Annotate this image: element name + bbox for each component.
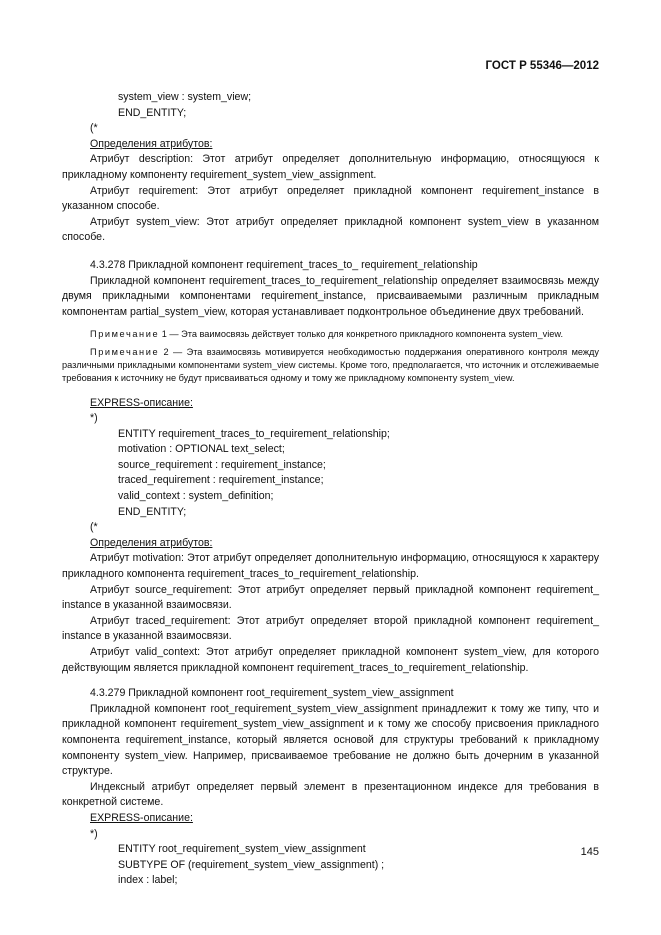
section-heading: 4.3.279 Прикладной компонент root_requirement_system_view_assignment [90,687,454,700]
attribute-paragraph: Атрибут motivation: Этот атрибут определяет дополнительную информацию, относящуюся к характеру прикладного компонента requirement_traces_to_requirement_relationship. [62,552,599,581]
express-open: *) [90,827,98,840]
attribute-paragraph: Атрибут system_view: Этот атрибут определяет прикладной компонент system_view в указанном способе. [62,215,599,244]
code-line: END_ENTITY; [118,106,187,119]
section-paragraph: Прикладной компонент root_requirement_system_view_assignment принадлежит к тому же типу, что и прикладной компонент requirement_system_view_assignment и к тому же способу присвоения прикладного компонента requirement_instance, который является основой для структуры требований к прикладному компоненту system_view. Например, присваиваемое требование не должно быть дочерним в указанной структуре. [62,702,599,778]
comment-open: (* [90,122,98,135]
code-line: index : label; [118,874,178,887]
code-line: motivation : OPTIONAL text_select; [118,443,285,456]
definitions-heading: Определения атрибутов: [90,536,213,549]
express-open: *) [90,412,98,425]
page-body [62,90,599,889]
code-line: valid_context : system_definition; [118,490,274,503]
note-text: 2 — Эта взаимосвязь мотивируется необходимостью поддержания оперативного контроля между различными прикладными компонентами system_view системы. Кроме того, предполагается, что источник и отслеживаемые требования к источнику не будут присваиваться одному и тому же прикладному компоненту system_view. [62,347,599,383]
code-line: ENTITY requirement_traces_to_requirement_relationship; [118,427,390,440]
attribute-paragraph: Атрибут requirement: Этот атрибут определяет прикладной компонент requirement_instance в указанном способе. [62,184,599,213]
code-line: system_view : system_view; [118,91,252,103]
code-line: SUBTYPE OF (requirement_system_view_assignment) ; [118,858,385,871]
standard-number: ГОСТ Р 55346—2012 [485,60,599,72]
attribute-paragraph: Атрибут source_requirement: Этот атрибут определяет первый прикладной компонент requirement_ instance в указанной взаимосвязи. [62,583,599,612]
note-label: Примечание [90,329,160,340]
note-1 [62,328,599,341]
code-line: source_requirement : requirement_instance; [118,458,326,471]
section-heading: 4.3.278 Прикладной компонент requirement_traces_to_ requirement_relationship [90,258,478,271]
note-2 [62,346,599,384]
section-intro: Прикладной компонент requirement_traces_to_requirement_relationship определяет взаимосвязь между двумя прикладными компонентами requirement_instance, присваиваемыми различным прикладным компонентам partial_system_view, которая устанавливает подконтрольное объединение двух требований. [62,274,599,318]
code-line: ENTITY root_requirement_system_view_assignment [118,843,366,856]
code-line: traced_requirement : requirement_instance; [118,474,324,487]
code-line: END_ENTITY; [118,505,187,518]
comment-open: (* [90,521,98,534]
definitions-heading: Определения атрибутов: [90,137,213,150]
attribute-paragraph: Атрибут description: Этот атрибут определяет дополнительную информацию, относящуюся к прикладному компоненту requirement_system_view_assignment. [62,153,599,181]
express-heading: EXPRESS-описание: [90,396,193,409]
attribute-paragraph: Атрибут valid_context: Этот атрибут определяет прикладной компонент system_view, для которого действующим является прикладной компонент requirement_traces_to_requirement_relationship. [62,646,599,674]
section-paragraph: Индексный атрибут определяет первый элемент в презентационном индексе для требования в конкретной системе. [62,780,599,809]
note-label: Примечание [90,347,160,358]
attribute-paragraph: Атрибут traced_requirement: Этот атрибут определяет второй прикладной компонент requirement_ instance в указанной взаимосвязи. [62,614,599,643]
page-number: 145 [580,846,599,858]
express-heading: EXPRESS-описание: [90,811,193,824]
note-text: 1 — Эта ваимосвязь действует только для конкретного прикладного компонента system_view. [159,329,564,340]
